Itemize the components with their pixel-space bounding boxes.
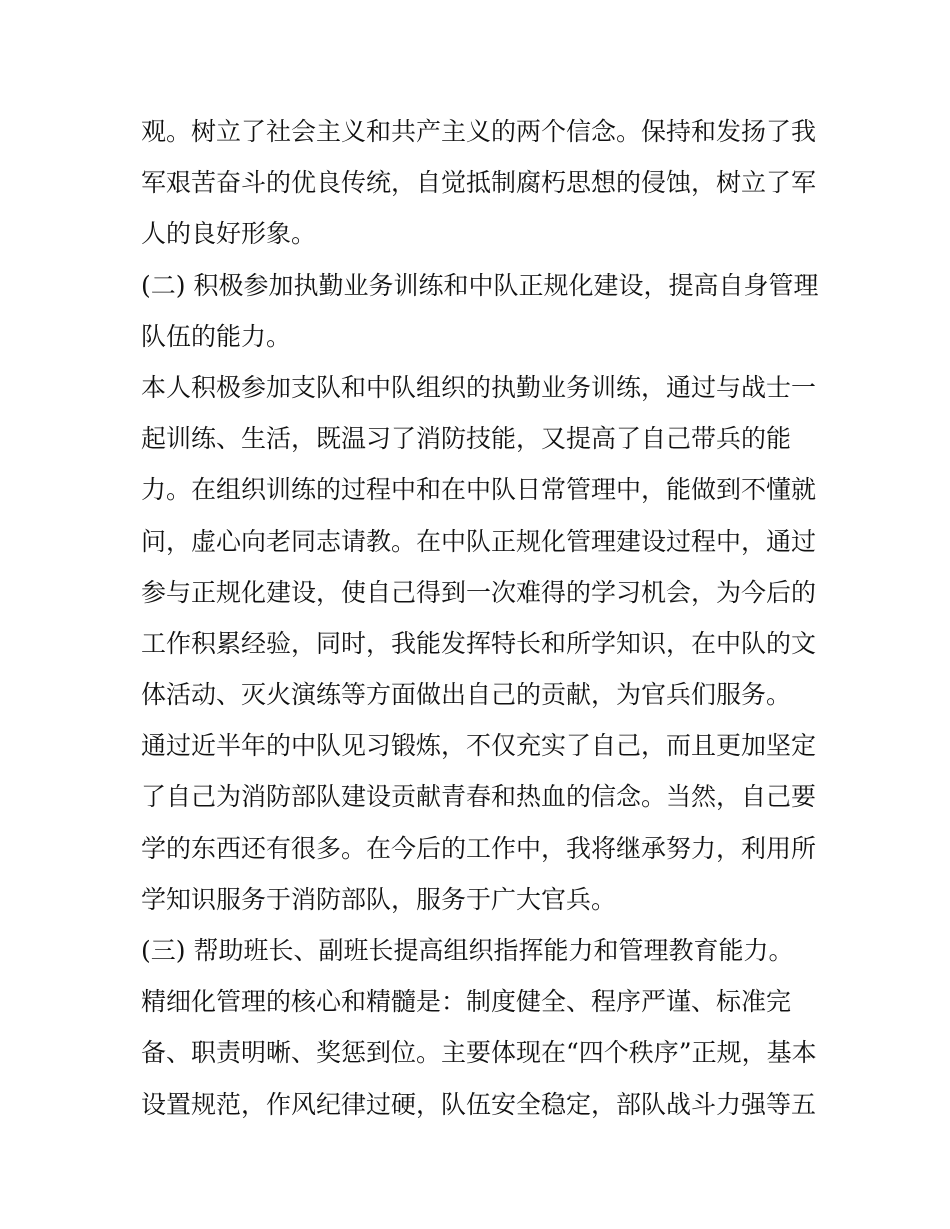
text-line: 观。树立了社会主义和共产主义的两个信念。保持和发扬了我 <box>141 117 817 146</box>
section-heading-3: (三) 帮助班长、副班长提高组织指挥能力和管理教育能力。 <box>141 936 794 965</box>
text-line: 工作积累经验，同时，我能发挥特长和所学知识，在中队的文 <box>141 628 817 658</box>
text-line: 设置规范，作风纪律过硬，队伍安全稳定，部队战斗力强等五 <box>141 1089 817 1119</box>
text-line: 体活动、灭火演练等方面做出自己的贡献，为官兵们服务。 <box>141 680 792 710</box>
text-line: 军艰苦奋斗的优良传统，自觉抵制腐朽思想的侵蚀，树立了军 <box>141 168 817 198</box>
text-line: 问，虚心向老同志请教。在中队正规化管理建设过程中，通过 <box>141 526 817 556</box>
document-body <box>141 106 821 1130</box>
text-line: 队伍的能力。 <box>141 321 292 351</box>
text-line: 人的良好形象。 <box>141 219 317 249</box>
text-line: 起训练、生活，既温习了消防技能，又提高了自己带兵的能 <box>141 424 792 454</box>
text-line: 了自己为消防部队建设贡献青春和热血的信念。当然，自己要 <box>141 782 817 812</box>
section-heading-2: (二) 积极参加执勤业务训练和中队正规化建设，提高自身管理 <box>141 270 819 300</box>
text-line: 通过近半年的中队见习锻炼，不仅充实了自己，而且更加坚定 <box>141 731 817 761</box>
text-line: 学的东西还有很多。在今后的工作中，我将继承努力，利用所 <box>141 833 817 863</box>
text-line: 力。在组织训练的过程中和在中队日常管理中，能做到不懂就 <box>141 475 817 505</box>
text-line: 参与正规化建设，使自己得到一次难得的学习机会，为今后的 <box>141 577 817 607</box>
text-line: 学知识服务于消防部队，服务于广大官兵。 <box>141 884 617 914</box>
text-line: 备、职责明晰、奖惩到位。主要体现在“四个秩序”正规，基本 <box>141 1038 817 1068</box>
text-line: 本人积极参加支队和中队组织的执勤业务训练，通过与战士一 <box>141 372 817 402</box>
text-line: 精细化管理的核心和精髓是：制度健全、程序严谨、标准完 <box>141 987 792 1017</box>
